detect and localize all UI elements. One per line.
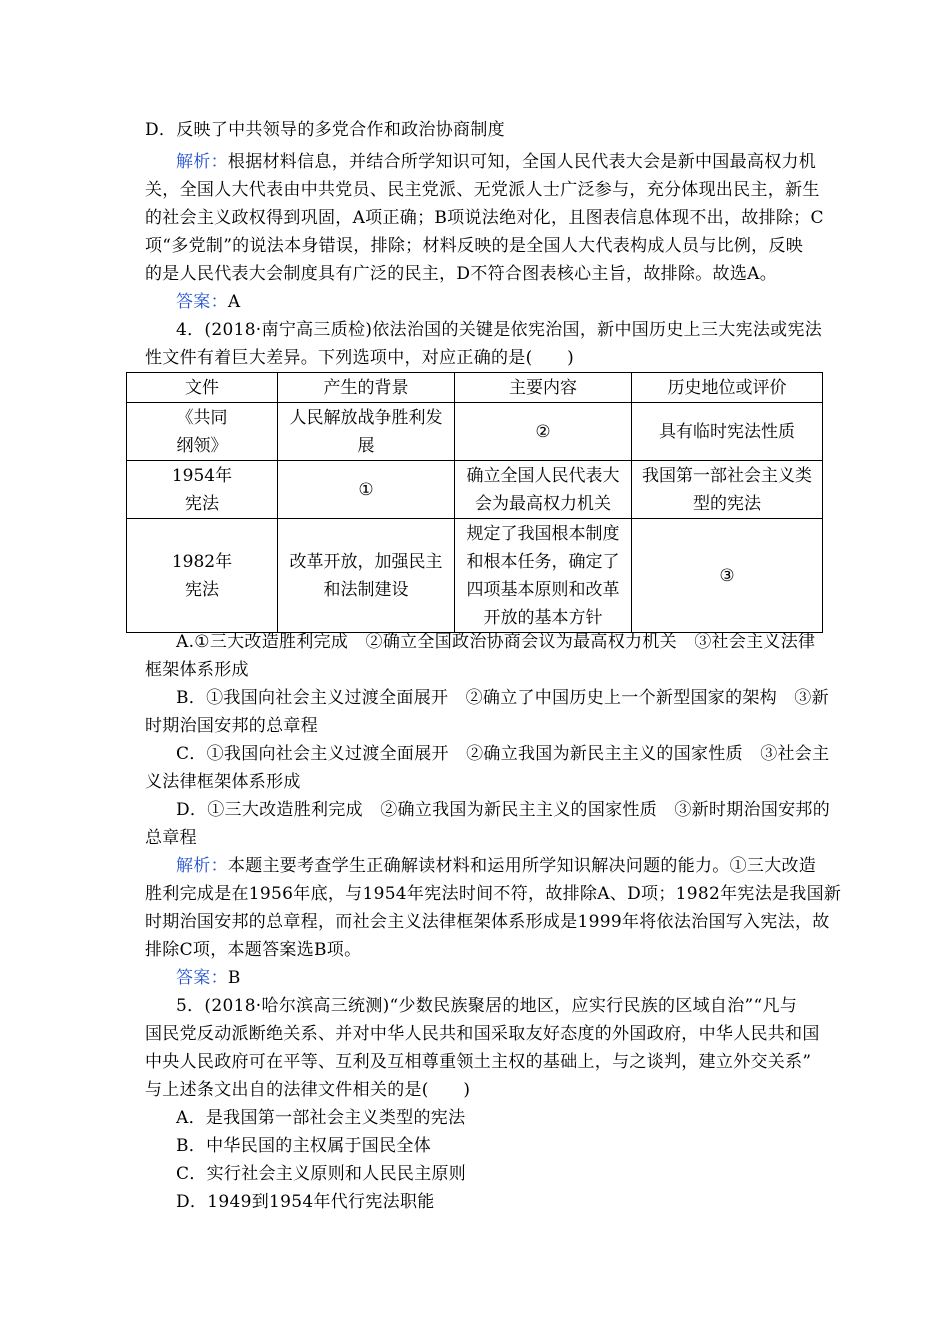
table-cell: ③ (632, 519, 823, 633)
table-row (127, 519, 823, 633)
table-header-cell: 历史地位或评价 (632, 373, 823, 403)
q4-option-c-line-1: C．①我国向社会主义过渡全面展开 ②确立我国为新民主主义的国家性质 ③社会主 (176, 744, 830, 764)
analysis-line-3: 的社会主义政权得到巩固，A项正确；B项说法绝对化，且图表信息体现不出，故排除；C (145, 208, 824, 228)
question-5-line-2: 国民党反动派断绝关系、并对中华人民共和国采取友好态度的外国政府，中华人民共和国 (145, 1024, 820, 1044)
q4-option-a-line-1: A.①三大改造胜利完成 ②确立全国政治协商会议为最高权力机关 ③社会主义法律 (176, 632, 816, 652)
q4-option-d-line-2: 总章程 (145, 828, 197, 848)
question-5-line-3: 中央人民政府可在平等、互利及互相尊重领土主权的基础上，与之谈判，建立外交关系” (145, 1052, 812, 1072)
table-row (127, 403, 823, 461)
table-header-cell: 主要内容 (455, 373, 632, 403)
table-cell: 1954年 宪法 (127, 461, 278, 519)
answer-label: 答案： (176, 968, 228, 988)
question-4-line-2: 性文件有着巨大差异。下列选项中，对应正确的是( ) (145, 348, 575, 368)
analysis-line-5: 的是人民代表大会制度具有广泛的民主，D不符合图表核心主旨，故排除。故选A。 (145, 264, 778, 284)
table-cell: ① (278, 461, 455, 519)
table-cell: 1982年 宪法 (127, 519, 278, 633)
table-cell: 确立全国人民代表大 会为最高权力机关 (455, 461, 632, 519)
table-cell: 规定了我国根本制度 和根本任务，确定了 四项基本原则和改革 开放的基本方针 (455, 519, 632, 633)
table-cell: 《共同 纲领》 (127, 403, 278, 461)
q4-analysis-line-4: 排除C项，本题答案选B项。 (145, 940, 362, 960)
table-header-cell: 产生的背景 (278, 373, 455, 403)
q4-option-a-line-2: 框架体系形成 (145, 660, 249, 680)
constitution-table (126, 372, 823, 633)
analysis-line-4: 项“多党制”的说法本身错误，排除；材料反映的是全国人大代表构成人员与比例，反映 (145, 236, 804, 256)
analysis-line-1: 解析：根据材料信息，并结合所学知识可知，全国人民代表大会是新中国最高权力机 (176, 152, 817, 172)
analysis-label: 解析： (176, 152, 228, 172)
table-cell: 具有临时宪法性质 (632, 403, 823, 461)
q4-answer-line: 答案：B (176, 968, 241, 988)
table-row (127, 461, 823, 519)
q4-option-d-line-1: D．①三大改造胜利完成 ②确立我国为新民主主义的国家性质 ③新时期治国安邦的 (176, 800, 831, 820)
q4-analysis-line-2: 胜利完成是在1956年底，与1954年宪法时间不符，故排除A、D项；1982年宪法是我国新 (145, 884, 842, 904)
q4-option-c-line-2: 义法律框架体系形成 (145, 772, 301, 792)
q5-option-d: D．1949到1954年代行宪法职能 (176, 1192, 435, 1212)
question-5-line-1: 5．(2018·哈尔滨高三统测)“少数民族聚居的地区，应实行民族的区域自治”“凡与 (176, 996, 798, 1016)
q5-option-c: C．实行社会主义原则和人民民主原则 (176, 1164, 467, 1184)
table-cell: 改革开放，加强民主 和法制建设 (278, 519, 455, 633)
table-header-row (127, 373, 823, 403)
q5-option-b: B．中华民国的主权属于国民全体 (176, 1136, 431, 1156)
question-4-line-1: 4．(2018·南宁高三质检)依法治国的关键是依宪治国，新中国历史上三大宪法或宪法 (176, 320, 823, 340)
q4-option-b-line-1: B．①我国向社会主义过渡全面展开 ②确立了中国历史上一个新型国家的架构 ③新 (176, 688, 829, 708)
table-cell: ② (455, 403, 632, 461)
table-header-cell: 文件 (127, 373, 278, 403)
option-d-line: D．反映了中共领导的多党合作和政治协商制度 (145, 120, 505, 140)
question-5-line-4: 与上述条文出自的法律文件相关的是( ) (145, 1080, 471, 1100)
answer-line-3: 答案：A (176, 292, 241, 312)
table-cell: 我国第一部社会主义类 型的宪法 (632, 461, 823, 519)
analysis-label: 解析： (176, 856, 228, 876)
answer-label: 答案： (176, 292, 228, 312)
q4-option-b-line-2: 时期治国安邦的总章程 (145, 716, 318, 736)
table-cell: 人民解放战争胜利发 展 (278, 403, 455, 461)
analysis-line-2: 关，全国人大代表由中共党员、民主党派、无党派人士广泛参与，充分体现出民主，新生 (145, 180, 820, 200)
q5-option-a: A．是我国第一部社会主义类型的宪法 (176, 1108, 466, 1128)
q4-analysis-line-1: 解析：本题主要考查学生正确解读材料和运用所学知识解决问题的能力。①三大改造 (176, 856, 817, 876)
q4-analysis-line-3: 时期治国安邦的总章程，而社会主义法律框架体系形成是1999年将依法治国写入宪法，故 (145, 912, 830, 932)
